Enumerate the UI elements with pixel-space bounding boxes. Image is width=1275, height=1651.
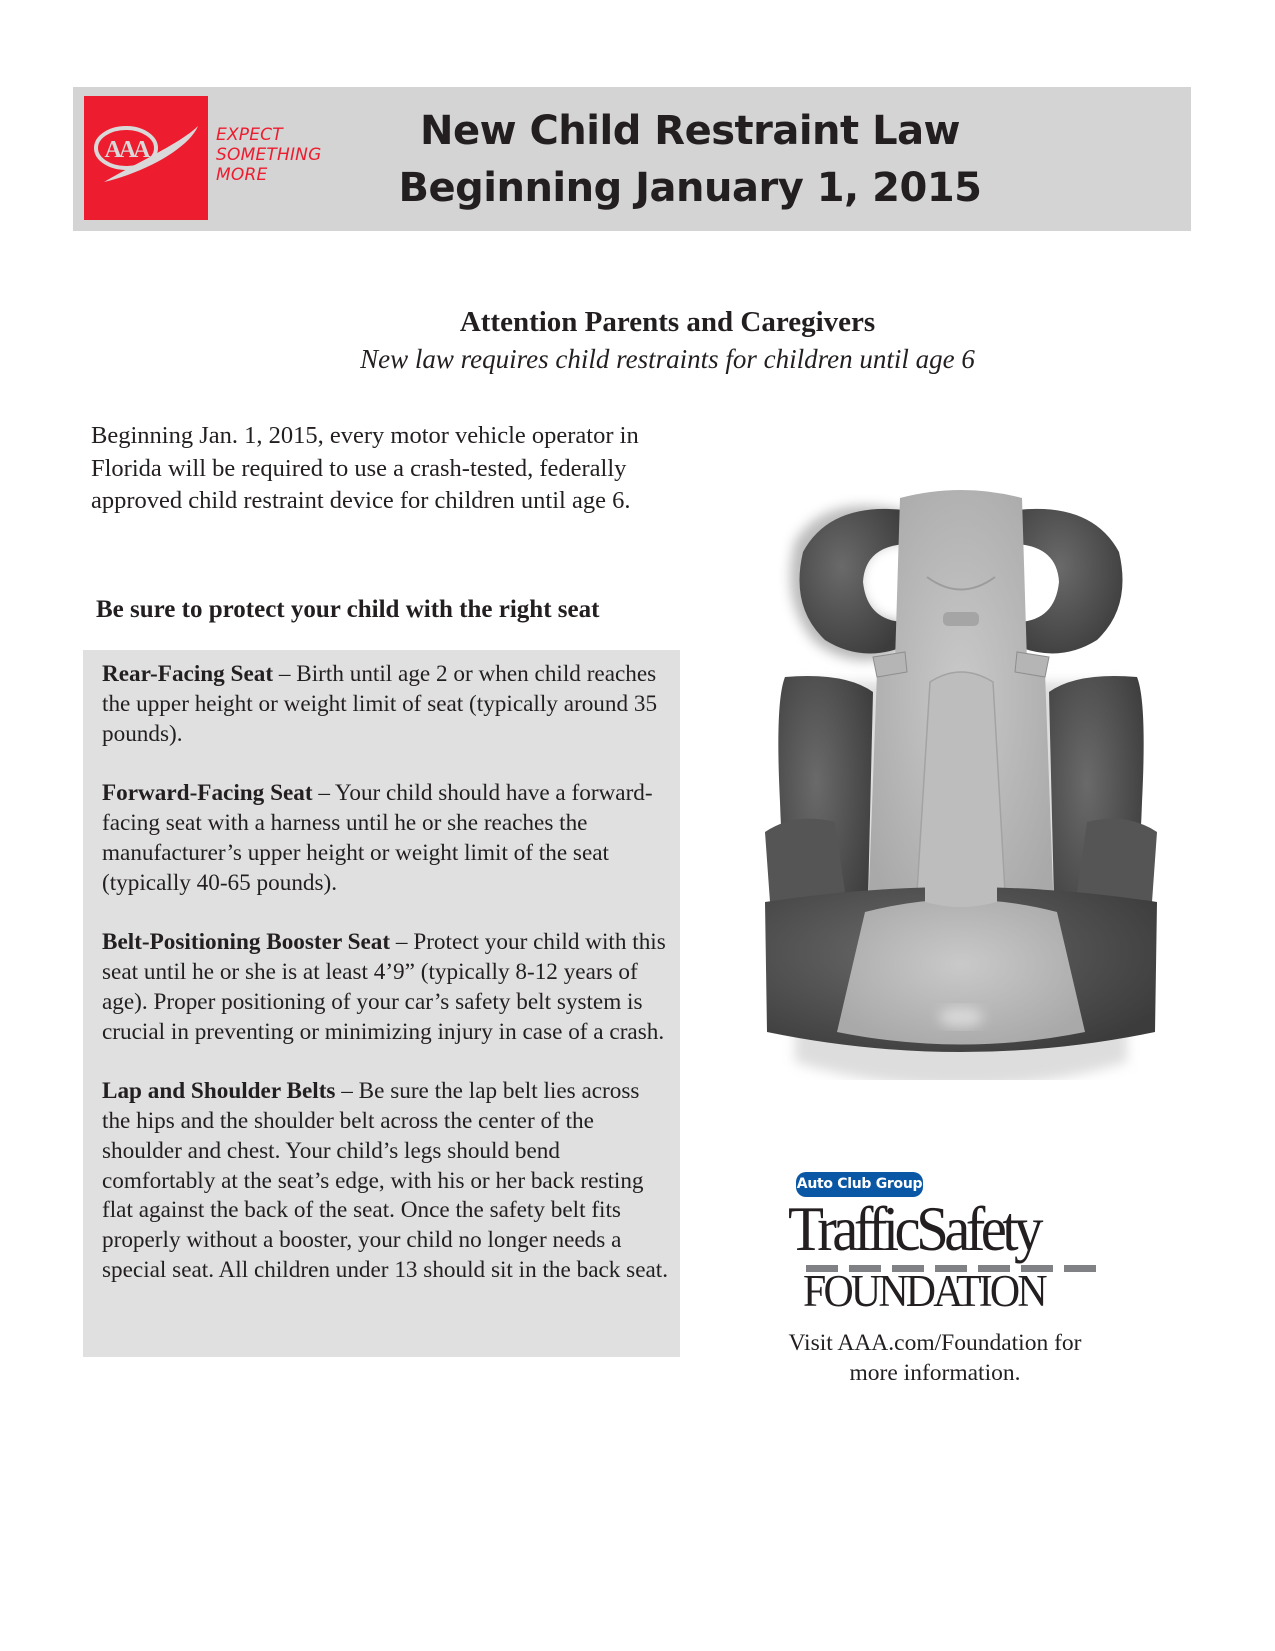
traffic-safety-wordmark: TrafficSafety bbox=[788, 1193, 1039, 1264]
car-seat-icon bbox=[755, 472, 1167, 1080]
seat-type-name: Lap and Shoulder Belts bbox=[102, 1078, 336, 1105]
separator: – bbox=[312, 780, 335, 807]
page-title bbox=[333, 103, 1047, 217]
aaa-oval-logo-icon bbox=[90, 116, 202, 200]
visit-info bbox=[760, 1328, 1110, 1388]
intro-paragraph: Beginning Jan. 1, 2015, every motor vehicle operator in Florida will be required to use a crash-tested, federally approved child restraint device for children until age 6. bbox=[91, 422, 639, 514]
title-line: Beginning January 1, 2015 bbox=[398, 165, 982, 211]
separator: – bbox=[335, 1078, 359, 1105]
seat-type-item bbox=[102, 660, 672, 749]
svg-text:AAA: AAA bbox=[104, 137, 148, 163]
visit-line: more information. bbox=[849, 1360, 1021, 1386]
visit-line: Visit AAA.com/Foundation for bbox=[788, 1330, 1082, 1356]
foundation-wordmark: FOUNDATION bbox=[803, 1266, 1045, 1316]
separator: – bbox=[390, 929, 414, 956]
seat-type-name: Rear-Facing Seat bbox=[102, 661, 274, 687]
seat-types-box bbox=[83, 650, 680, 1357]
seat-type-description: Your child should have a forward-facing seat with a harness until he or she reaches the manufacturer’s upper height or weight limit of the seat (typically 40-65 pounds). bbox=[102, 780, 653, 896]
tagline-line: SOMETHING bbox=[216, 145, 322, 165]
seat-type-description: Be sure the lap belt lies across the hips and the shoulder belt across the center of the shoulder and chest. Your child’s legs should bend comfortably at the seat’s edge, with his or her back resting flat against the back of the seat. Once the safety belt fits properly without a booster, your child no longer needs a special seat. All children under 13 should sit in the back seat. bbox=[102, 1078, 669, 1283]
aaa-logo bbox=[84, 96, 208, 220]
seat-type-item bbox=[102, 928, 672, 1047]
seat-type-item bbox=[102, 1077, 672, 1286]
seat-type-name: Belt-Positioning Booster Seat bbox=[102, 929, 391, 956]
attention-heading: Attention Parents and Caregivers bbox=[459, 306, 876, 338]
tagline-line: MORE bbox=[216, 165, 268, 185]
attention-subheading: New law requires child restraints for children until age 6 bbox=[360, 344, 975, 374]
header-banner bbox=[73, 87, 1191, 231]
attention-section bbox=[0, 304, 1275, 378]
seat-type-description: Protect your child with this seat until he or she is at least 4’9” (typically 8-12 years of age). Proper positioning of your car’s safety belt system is crucial in preventing or minimizing injury in case of a crash. bbox=[102, 929, 666, 1045]
title-line: New Child Restraint Law bbox=[419, 108, 961, 154]
section-heading: Be sure to protect your child with the right seat bbox=[96, 596, 600, 623]
seat-type-name: Forward-Facing Seat bbox=[102, 780, 313, 807]
auto-club-group-badge: Auto Club Group bbox=[796, 1172, 923, 1197]
tagline-line: EXPECT bbox=[216, 125, 283, 145]
seat-type-item bbox=[102, 779, 672, 898]
booster-seat-image bbox=[755, 472, 1167, 1080]
seat-type-description: Birth until age 2 or when child reaches the upper height or weight limit of seat (typically around 35 pounds). bbox=[102, 661, 658, 747]
tagline bbox=[216, 125, 321, 185]
separator: – bbox=[273, 661, 297, 687]
